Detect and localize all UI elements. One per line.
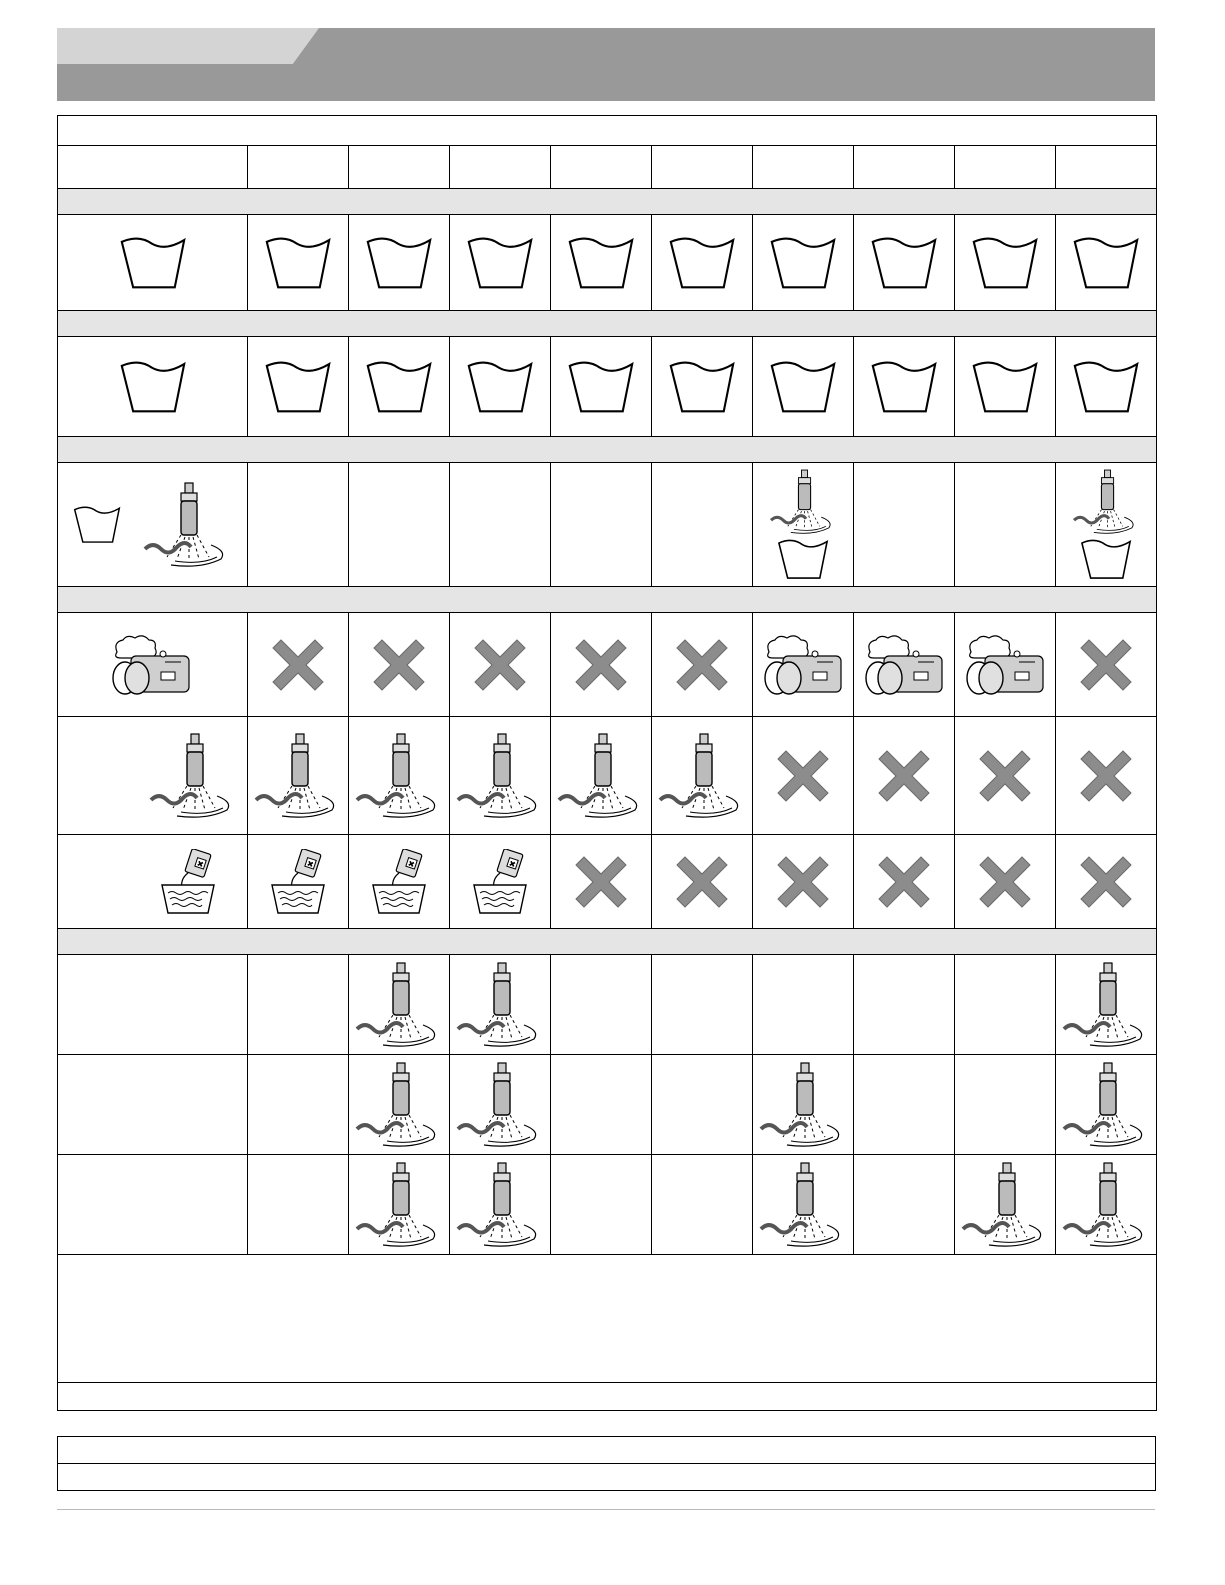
table-cell: [753, 1055, 854, 1155]
not-recommended-icon: [871, 743, 937, 809]
footer-rule: [57, 1509, 1155, 1510]
table-cell: [450, 613, 551, 717]
hand-wash-icon: [72, 504, 122, 545]
hand-wash-icon: [364, 358, 434, 415]
table-cell: [551, 1055, 652, 1155]
spray-bottle-icon: [1060, 1159, 1152, 1251]
spray-bottle-icon: [768, 467, 838, 537]
table-cell: [1056, 835, 1157, 929]
hand-wash-icon: [118, 234, 188, 291]
spray-and-wash-icon: [753, 467, 853, 581]
spray-bottle-icon: [757, 1059, 849, 1151]
table-cell: [854, 337, 955, 437]
table-cell: [1056, 717, 1157, 835]
table-row: [58, 613, 1157, 717]
not-recommended-icon: [669, 849, 735, 915]
wash-or-spray-icon: [58, 479, 247, 571]
table-row: [58, 337, 1157, 437]
table-cell: [349, 835, 450, 929]
table-row: [58, 955, 1157, 1055]
table-cell: [955, 955, 1056, 1055]
table-cell: [753, 955, 854, 1055]
hand-wash-icon: [1071, 358, 1141, 415]
table-cell: [248, 337, 349, 437]
spray-bottle-icon: [252, 730, 344, 822]
svg-text:✖: ✖: [305, 858, 315, 870]
table-cell: [753, 835, 854, 929]
table-cell: [652, 717, 753, 835]
table-cell: [349, 1155, 450, 1255]
table-cell: [349, 955, 450, 1055]
table-cell: [551, 215, 652, 311]
column-header-method: [58, 146, 248, 189]
column-header-1: [248, 146, 349, 189]
table-cell: [1056, 1155, 1157, 1255]
table-cell: [551, 463, 652, 587]
not-recommended-icon: [871, 849, 937, 915]
row-label: [58, 613, 248, 717]
hand-wash-icon: [1071, 234, 1141, 291]
row-label: [58, 337, 248, 437]
table-caption: [58, 116, 1157, 146]
table-row: [58, 1055, 1157, 1155]
table-cell: [450, 955, 551, 1055]
table-cell: [955, 613, 1056, 717]
hand-wash-icon: [970, 234, 1040, 291]
bottom-note-2: [58, 1464, 1156, 1491]
table-cell: [854, 835, 955, 929]
svg-text:✖: ✖: [507, 858, 517, 870]
table-cell: [248, 717, 349, 835]
steam-cleaner-icon: [111, 634, 191, 696]
table-cell: [652, 337, 753, 437]
spray-bottle-icon: [1060, 1059, 1152, 1151]
table-cell: [955, 835, 1056, 929]
table-cell: [551, 1155, 652, 1255]
table-cell: [1056, 463, 1157, 587]
table-cell: [450, 1155, 551, 1255]
table-cell: [854, 1155, 955, 1255]
spray-bottle-icon: [353, 959, 445, 1051]
hand-wash-icon: [118, 358, 188, 415]
table-cell: [349, 1055, 450, 1155]
table-row: [58, 835, 1157, 929]
chemical-bucket-icon: [268, 849, 328, 915]
column-header-8: [955, 146, 1056, 189]
spray-bottle-icon: [1060, 959, 1152, 1051]
table-cell: [248, 215, 349, 311]
table-cell: [955, 215, 1056, 311]
table-cell: [955, 1155, 1056, 1255]
spray-bottle-icon: [147, 730, 239, 822]
table-cell: [248, 613, 349, 717]
not-recommended-icon: [1073, 743, 1139, 809]
spray-bottle-icon: [656, 730, 748, 822]
hand-wash-icon: [1079, 537, 1133, 581]
table-cell: [753, 337, 854, 437]
row-label: [58, 215, 248, 311]
table-cell: [652, 613, 753, 717]
table-row: [58, 463, 1157, 587]
table-cell: [551, 717, 652, 835]
row-label: [58, 1055, 248, 1155]
table-cell: [1056, 1055, 1157, 1155]
table-cell: [349, 463, 450, 587]
table-cell: [652, 215, 753, 311]
table-cell: [652, 463, 753, 587]
not-recommended-icon: [265, 632, 331, 698]
table-cell: [551, 955, 652, 1055]
spray-bottle-icon: [555, 730, 647, 822]
column-header-6: [753, 146, 854, 189]
table-cell: [248, 1055, 349, 1155]
table-cell: [349, 337, 450, 437]
steam-cleaner-icon: [864, 634, 944, 696]
column-header-2: [349, 146, 450, 189]
table-cell: [652, 1155, 753, 1255]
bottom-note-1: [58, 1437, 1156, 1464]
spray-bottle-icon: [353, 730, 445, 822]
section-heading: [58, 929, 1157, 955]
not-recommended-icon: [568, 632, 634, 698]
table-cell: [551, 337, 652, 437]
table-cell: [854, 955, 955, 1055]
table-cell: [955, 717, 1056, 835]
table-cell: [753, 463, 854, 587]
hand-wash-icon: [667, 358, 737, 415]
spray-bottle-icon: [959, 1159, 1051, 1251]
not-recommended-icon: [770, 849, 836, 915]
table-cell: [349, 717, 450, 835]
column-header-4: [551, 146, 652, 189]
legend-footer: [58, 1383, 1157, 1411]
svg-text:✖: ✖: [195, 858, 205, 870]
table-row: [58, 215, 1157, 311]
table-cell: [854, 717, 955, 835]
section-heading: [58, 311, 1157, 337]
row-label: [58, 717, 248, 835]
chemical-bucket-icon: [470, 849, 530, 915]
spray-bottle-icon: [454, 1059, 546, 1151]
table-cell: [652, 955, 753, 1055]
not-recommended-icon: [366, 632, 432, 698]
table-cell: [1056, 613, 1157, 717]
hand-wash-icon: [566, 358, 636, 415]
table-cell: [551, 613, 652, 717]
table-cell: [450, 717, 551, 835]
not-recommended-icon: [972, 849, 1038, 915]
hand-wash-icon: [768, 358, 838, 415]
cleaning-compatibility-table: [57, 115, 1157, 1411]
table-cell: [349, 215, 450, 311]
table-cell: [955, 337, 1056, 437]
table-cell: [854, 613, 955, 717]
table-cell: [753, 613, 854, 717]
table-cell: [450, 463, 551, 587]
table-cell: [248, 1155, 349, 1255]
not-recommended-icon: [1073, 849, 1139, 915]
spray-bottle-icon: [454, 959, 546, 1051]
header-tab: [57, 28, 319, 64]
table-cell: [854, 215, 955, 311]
not-recommended-icon: [1073, 632, 1139, 698]
hand-wash-icon: [263, 358, 333, 415]
table-cell: [248, 463, 349, 587]
chemical-bucket-icon: [369, 849, 429, 915]
table-cell: [1056, 955, 1157, 1055]
not-recommended-icon: [770, 743, 836, 809]
table-cell: [1056, 215, 1157, 311]
hand-wash-icon: [364, 234, 434, 291]
table-cell: [450, 337, 551, 437]
spray-bottle-icon: [757, 1159, 849, 1251]
table-cell: [450, 1055, 551, 1155]
hand-wash-icon: [869, 358, 939, 415]
steam-cleaner-icon: [965, 634, 1045, 696]
spray-bottle-icon: [454, 1159, 546, 1251]
table-cell: [349, 613, 450, 717]
spray-bottle-icon: [353, 1159, 445, 1251]
table-cell: [652, 835, 753, 929]
table-cell: [854, 1055, 955, 1155]
table-cell: [450, 215, 551, 311]
hand-wash-icon: [768, 234, 838, 291]
hand-wash-icon: [465, 234, 535, 291]
row-label: [58, 835, 248, 929]
row-label: [58, 1155, 248, 1255]
spray-and-wash-icon: [1056, 467, 1156, 581]
row-label: [58, 463, 248, 587]
table-cell: [248, 835, 349, 929]
table-row: [58, 1155, 1157, 1255]
table-cell: [551, 835, 652, 929]
table-cell: [652, 1055, 753, 1155]
section-heading: [58, 189, 1157, 215]
column-header-7: [854, 146, 955, 189]
table-cell: [1056, 337, 1157, 437]
svg-text:✖: ✖: [406, 858, 416, 870]
chemical-bucket-icon: [158, 849, 218, 915]
steam-cleaner-icon: [763, 634, 843, 696]
table-cell: [955, 463, 1056, 587]
row-label: [58, 955, 248, 1055]
table-cell: [955, 1055, 1056, 1155]
column-header-5: [652, 146, 753, 189]
table-cell: [248, 955, 349, 1055]
table-cell: [450, 835, 551, 929]
table-cell: [854, 463, 955, 587]
not-recommended-icon: [972, 743, 1038, 809]
bottom-notes-box: [57, 1436, 1156, 1491]
section-heading: [58, 437, 1157, 463]
spray-bottle-icon: [353, 1059, 445, 1151]
hand-wash-icon: [667, 234, 737, 291]
not-recommended-icon: [467, 632, 533, 698]
legend-notes: [58, 1255, 1157, 1383]
hand-wash-icon: [566, 234, 636, 291]
hand-wash-icon: [465, 358, 535, 415]
section-heading: [58, 587, 1157, 613]
spray-bottle-icon: [454, 730, 546, 822]
not-recommended-icon: [669, 632, 735, 698]
table-cell: [753, 215, 854, 311]
not-recommended-icon: [568, 849, 634, 915]
hand-wash-icon: [776, 537, 830, 581]
table-cell: [753, 717, 854, 835]
hand-wash-icon: [970, 358, 1040, 415]
spray-bottle-icon: [141, 479, 233, 571]
hand-wash-icon: [263, 234, 333, 291]
column-header-9: [1056, 146, 1157, 189]
hand-wash-icon: [869, 234, 939, 291]
column-header-3: [450, 146, 551, 189]
table-cell: [753, 1155, 854, 1255]
spray-bottle-icon: [1071, 467, 1141, 537]
table-row: [58, 717, 1157, 835]
